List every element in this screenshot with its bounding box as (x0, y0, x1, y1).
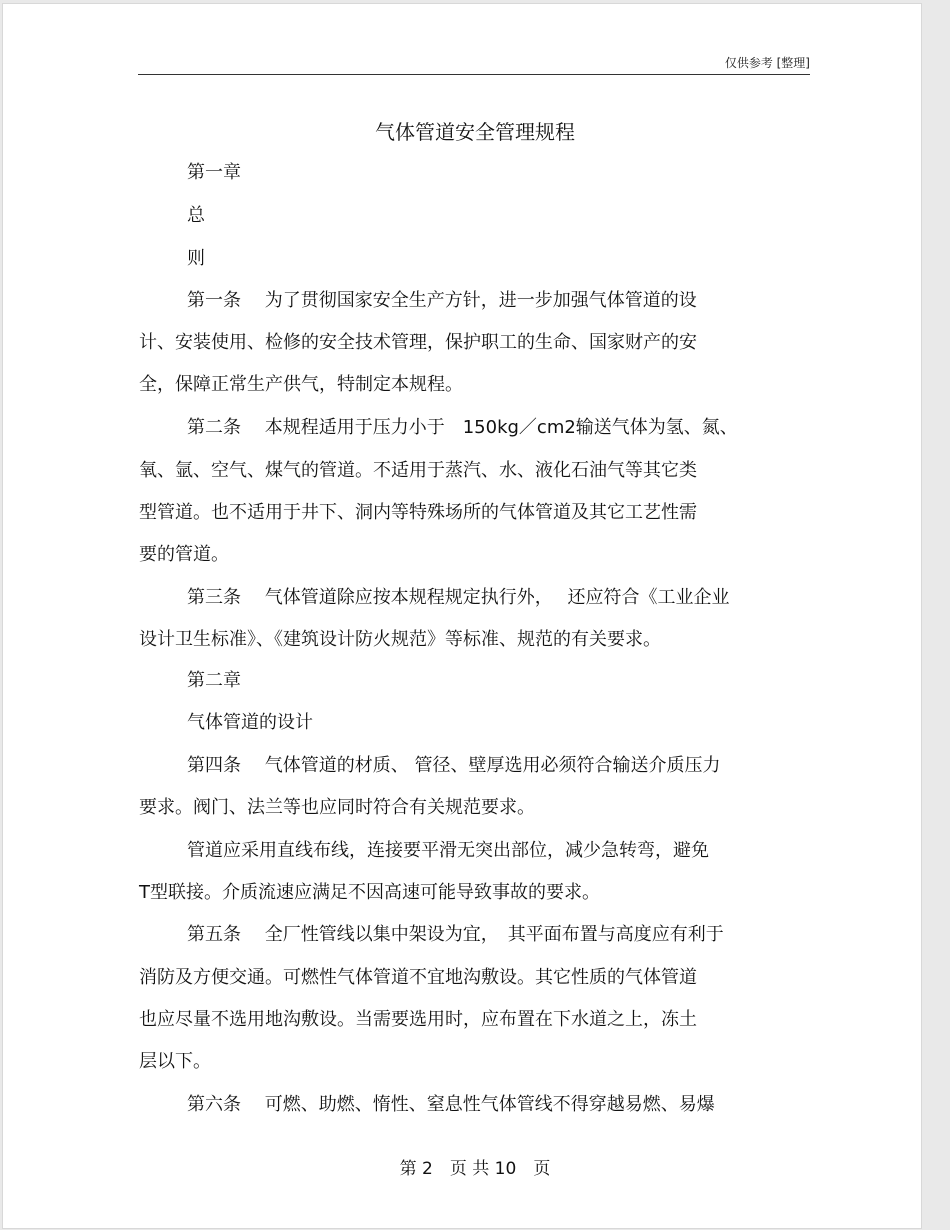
chapter-title-char: 则 (187, 248, 205, 269)
text-line: 全，保障正常生产供气，特制定本规程。 (139, 374, 463, 395)
chapter-heading: 第二章 (187, 670, 241, 691)
text-line: 消防及方便交通。可燃性气体管道不宜地沟敷设。其它性质的气体管道 (139, 967, 697, 988)
text-line: 第六条 可燃、助燃、惰性、窒息性气体管线不得穿越易燃、易爆 (187, 1094, 715, 1115)
text-line: T型联接。介质流速应满足不因高速可能导致事故的要求。 (139, 882, 600, 903)
text-line: 第一条 为了贯彻国家安全生产方针，进一步加强气体管道的设 (187, 290, 697, 311)
text-line: 第二条 本规程适用于压力小于 150kg／cm2输送气体为氢、氮、 (187, 417, 738, 438)
text-line: 设计卫生标准》、《建筑设计防火规范》等标准、规范的有关要求。 (139, 629, 661, 650)
text-line: 也应尽量不选用地沟敷设。当需要选用时，应布置在下水道之上，冻土 (139, 1009, 697, 1030)
document-title: 气体管道安全管理规程 (375, 120, 575, 144)
text-line: 管道应采用直线布线，连接要平滑无突出部位，减少急转弯，避免 (187, 840, 709, 861)
text-line: 第三条 气体管道除应按本规程规定执行外， 还应符合《工业企业 (187, 587, 730, 608)
text-line: 第四条 气体管道的材质、 管径、壁厚选用必须符合输送介质压力 (187, 755, 721, 776)
text-line: 型管道。也不适用于井下、洞内等特殊场所的气体管道及其它工艺性需 (139, 502, 697, 523)
document-page (2, 3, 922, 1229)
text-line: 氧、氩、空气、煤气的管道。不适用于蒸汽、水、液化石油气等其它类 (139, 460, 697, 481)
text-line: 第五条 全厂性管线以集中架设为宜， 其平面布置与高度应有利于 (187, 924, 724, 945)
page-number: 第 2 页 共 10 页 (399, 1159, 551, 1179)
text-line: 层以下。 (139, 1051, 211, 1072)
header-rule (138, 74, 810, 75)
text-line: 计、安装使用、检修的安全技术管理，保护职工的生命、国家财产的安 (139, 332, 697, 353)
text-line: 要的管道。 (139, 544, 229, 565)
chapter-title-char: 总 (187, 205, 205, 226)
chapter-heading: 第一章 (187, 162, 241, 183)
chapter-title: 气体管道的设计 (187, 712, 313, 733)
text-line: 要求。阀门、法兰等也应同时符合有关规范要求。 (139, 797, 535, 818)
header-label: 仅供参考 [整理] (724, 56, 810, 70)
